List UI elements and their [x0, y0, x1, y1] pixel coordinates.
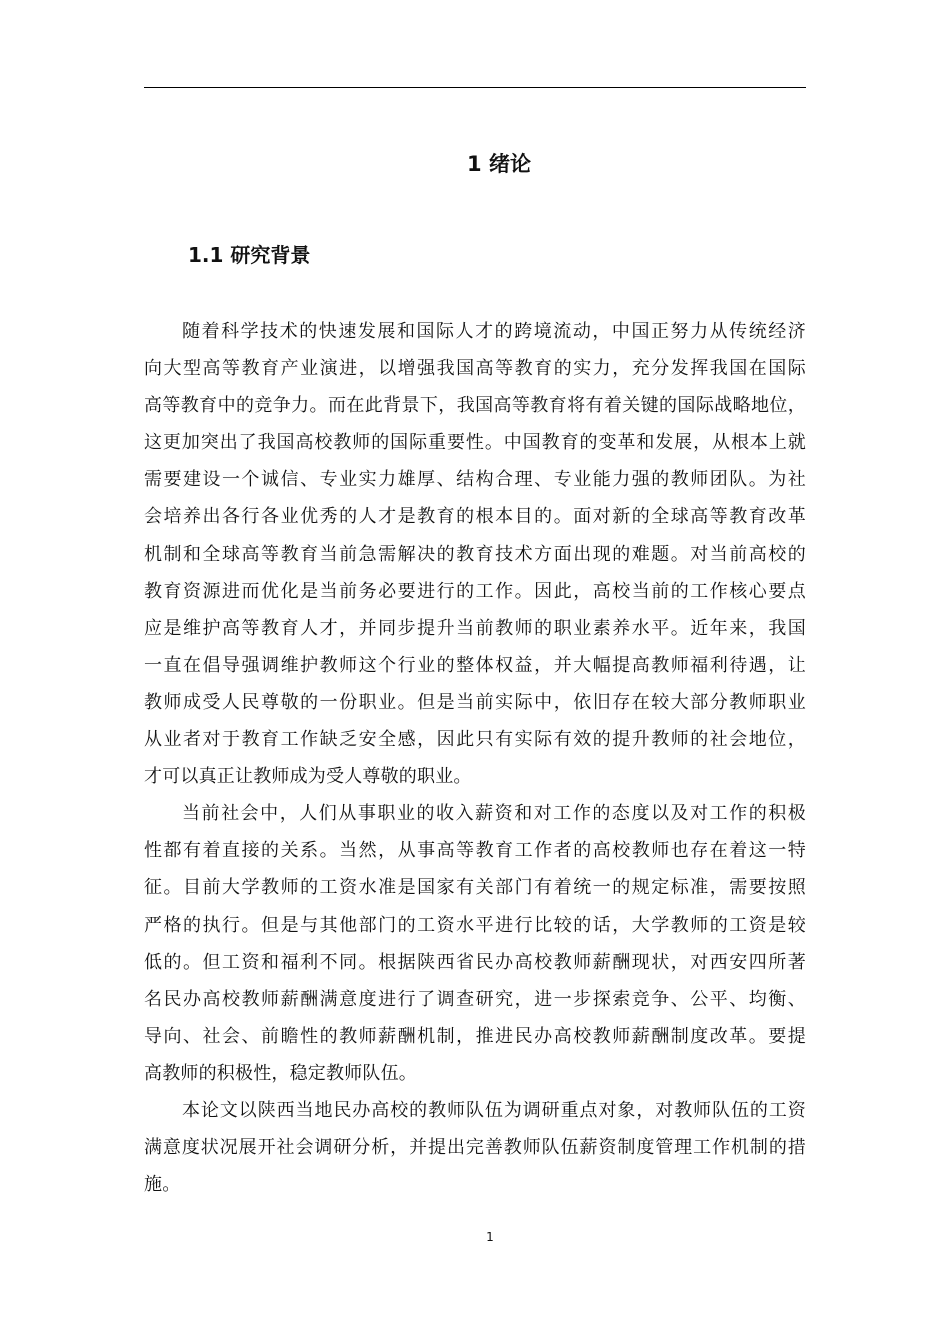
- text-line: 这更加突出了我国高校教师的国际重要性。中国教育的变革和发展，从根本上就: [144, 432, 806, 454]
- text-line: 教育资源进而优化是当前务必要进行的工作。因此，高校当前的工作核心要点: [144, 580, 806, 602]
- text-line: 从业者对于教育工作缺乏安全感，因此只有实际有效的提升教师的社会地位，: [144, 729, 806, 751]
- chapter-title: 1 绪论: [467, 152, 531, 176]
- paragraph: [144, 313, 806, 795]
- text-line: 一直在倡导强调维护教师这个行业的整体权益，并大幅提高教师福利待遇，让: [144, 654, 806, 676]
- text-line: 征。目前大学教师的工资水准是国家有关部门有着统一的规定标准，需要按照: [144, 877, 806, 899]
- page-number: 1: [486, 1230, 494, 1244]
- text-line: 当前社会中，人们从事职业的收入薪资和对工作的态度以及对工作的积极: [182, 803, 806, 825]
- text-line: 需要建设一个诚信、专业实力雄厚、结构合理、专业能力强的教师团队。为社: [144, 469, 806, 491]
- text-line: 教师成受人民尊敬的一份职业。但是当前实际中，依旧存在较大部分教师职业: [144, 691, 806, 713]
- text-line: 才可以真正让教师成为受人尊敬的职业。: [144, 766, 472, 788]
- text-line: 严格的执行。但是与其他部门的工资水平进行比较的话，大学教师的工资是较: [144, 914, 806, 936]
- text-line: 名民办高校教师薪酬满意度进行了调查研究，进一步探索竞争、公平、均衡、: [144, 988, 806, 1010]
- text-line: 低的。但工资和福利不同。根据陕西省民办高校教师薪酬现状，对西安四所著: [144, 951, 806, 973]
- text-line: 性都有着直接的关系。当然，从事高等教育工作者的高校教师也存在着这一特: [144, 840, 806, 862]
- paragraph: [144, 795, 806, 1092]
- text-line: 满意度状况展开社会调研分析，并提出完善教师队伍薪资制度管理工作机制的措: [144, 1137, 806, 1159]
- text-line: 高教师的积极性，稳定教师队伍。: [144, 1062, 417, 1084]
- text-line: 本论文以陕西当地民办高校的教师队伍为调研重点对象，对教师队伍的工资: [182, 1099, 806, 1121]
- text-line: 向大型高等教育产业演进，以增强我国高等教育的实力，充分发挥我国在国际: [144, 358, 806, 380]
- text-line: 导向、社会、前瞻性的教师薪酬机制，推进民办高校教师薪酬制度改革。要提: [144, 1025, 806, 1047]
- header-rule: [144, 87, 806, 88]
- text-line: 会培养出各行各业优秀的人才是教育的根本目的。面对新的全球高等教育改革: [144, 506, 806, 528]
- paragraph: [144, 1092, 806, 1203]
- body-text: [144, 313, 806, 1203]
- text-line: 随着科学技术的快速发展和国际人才的跨境流动，中国正努力从传统经济: [182, 321, 806, 342]
- text-line: 机制和全球高等教育当前急需解决的教育技术方面出现的难题。对当前高校的: [144, 543, 806, 565]
- text-line: 应是维护高等教育人才，并同步提升当前教师的职业素养水平。近年来，我国: [144, 617, 806, 639]
- section-title: 1.1 研究背景: [188, 243, 311, 267]
- text-line: 高等教育中的竞争力。而在此背景下，我国高等教育将有着关键的国际战略地位，: [144, 395, 806, 417]
- text-line: 施。: [144, 1174, 181, 1196]
